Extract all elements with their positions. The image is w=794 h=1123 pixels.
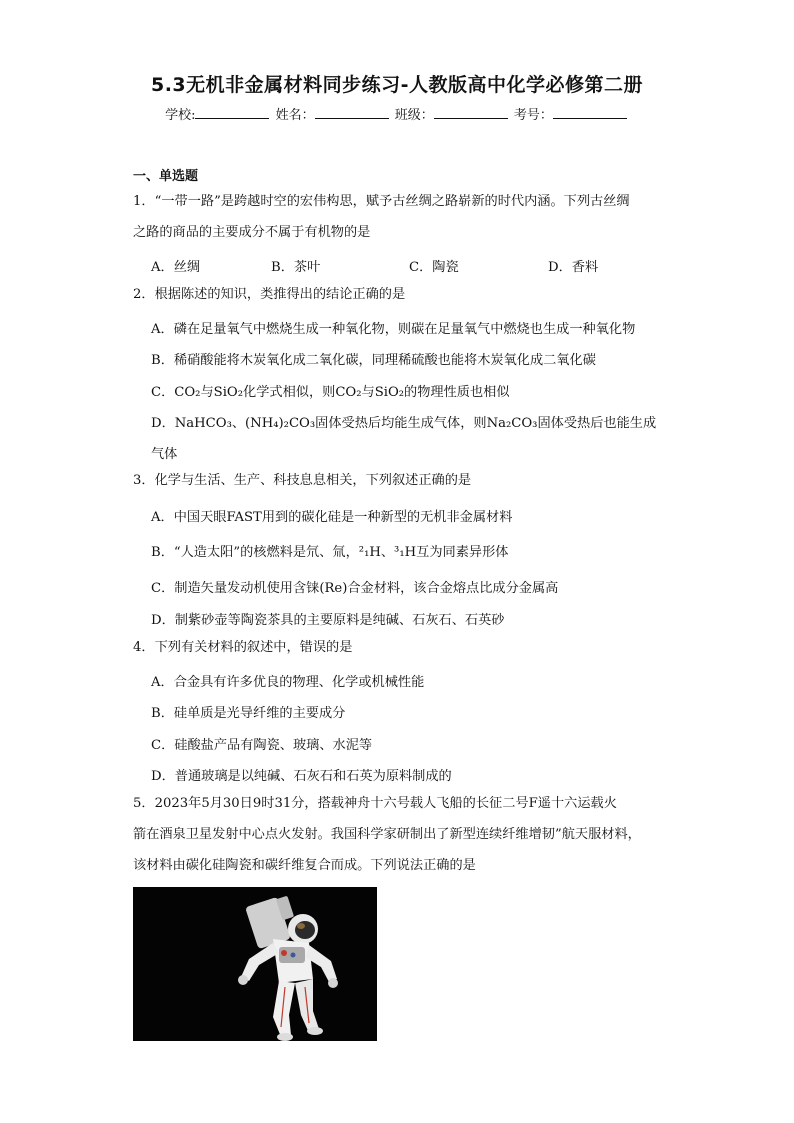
option-c[interactable]: C．陶瓷 <box>409 260 459 275</box>
option-d[interactable]: D．制紫砂壶等陶瓷茶具的主要原料是纯碱、石灰石、石英砂 <box>151 613 505 628</box>
class-blank[interactable] <box>434 106 508 119</box>
exam-number-blank[interactable] <box>553 106 627 119</box>
option-d[interactable]: D．NaHCO₃、(NH₄)₂CO₃固体受热后均能生成气体，则Na₂CO₃固体受热后也能生成 <box>151 416 657 431</box>
student-info-line <box>0 104 794 123</box>
option-a[interactable]: A．合金具有许多优良的物理、化学或机械性能 <box>151 675 425 690</box>
option-d[interactable]: D．香料 <box>548 260 599 275</box>
question-2-stem: 2．根据陈述的知识，类推得出的结论正确的是 <box>133 287 406 302</box>
exam-number-label: 考号： <box>513 108 553 123</box>
option-a[interactable]: A．中国天眼FAST用到的碳化硅是一种新型的无机非金属材料 <box>151 510 513 525</box>
page-title: 5.3无机非金属材料同步练习-人教版高中化学必修第二册 <box>150 74 644 96</box>
option-b[interactable]: B．硅单质是光导纤维的主要成分 <box>151 706 346 721</box>
question-2 <box>133 279 663 310</box>
option-d-continued: 气体 <box>151 447 178 462</box>
school-blank[interactable] <box>195 106 269 119</box>
name-label: 姓名： <box>275 108 315 123</box>
question-4-stem: 4．下列有关材料的叙述中，错误的是 <box>133 640 353 655</box>
school-label: 学校: <box>165 108 196 123</box>
question-5-line-2: 箭在酒泉卫星发射中心点火发射。我国科学家研制出了新型连续纤维增韧”航天服材料， <box>133 827 641 842</box>
option-d[interactable]: D．普通玻璃是以纯碱、石灰石和石英为原料制成的 <box>151 769 452 784</box>
question-1-line-1: 1．“一带一路”是跨越时空的宏伟构思，赋予古丝绸之路崭新的时代内涵。下列古丝绸 <box>133 194 630 209</box>
option-b[interactable]: B．稀硝酸能将木炭氧化成二氧化碳，同理稀硫酸也能将木炭氧化成二氧化碳 <box>151 353 596 368</box>
question-3 <box>133 465 663 496</box>
question-5 <box>133 788 663 881</box>
astronaut-photo <box>133 887 377 1041</box>
astronaut-illustration <box>133 887 377 1041</box>
question-1 <box>133 186 663 248</box>
option-c[interactable]: C．制造矢量发动机使用含铼(Re)合金材料，该合金熔点比成分金属高 <box>151 581 559 596</box>
question-3-stem: 3．化学与生活、生产、科技息息相关，下列叙述正确的是 <box>133 473 472 488</box>
option-c[interactable]: C．硅酸盐产品有陶瓷、玻璃、水泥等 <box>151 738 373 753</box>
question-5-line-1: 5．2023年5月30日9时31分，搭载神舟十六号载人飞船的长征二号F遥十六运载火 <box>133 796 617 811</box>
question-5-line-3: 该材料由碳化硅陶瓷和碳纤维复合而成。下列说法正确的是 <box>133 858 476 873</box>
section-heading: 一、单选题 <box>133 169 199 184</box>
question-4 <box>133 632 663 663</box>
class-label: 班级： <box>394 108 434 123</box>
option-b[interactable]: B．“人造太阳”的核燃料是氘、氚，²₁H、³₁H互为同素异形体 <box>151 545 509 560</box>
option-a[interactable]: A．丝绸 <box>151 260 201 275</box>
name-blank[interactable] <box>315 106 389 119</box>
option-c[interactable]: C．CO₂与SiO₂化学式相似，则CO₂与SiO₂的物理性质也相似 <box>151 385 510 400</box>
option-a[interactable]: A．磷在足量氧气中燃烧生成一种氧化物，则碳在足量氧气中燃烧也生成一种氧化物 <box>151 322 636 337</box>
option-b[interactable]: B．茶叶 <box>271 260 321 275</box>
question-1-line-2: 之路的商品的主要成分不属于有机物的是 <box>133 225 371 240</box>
